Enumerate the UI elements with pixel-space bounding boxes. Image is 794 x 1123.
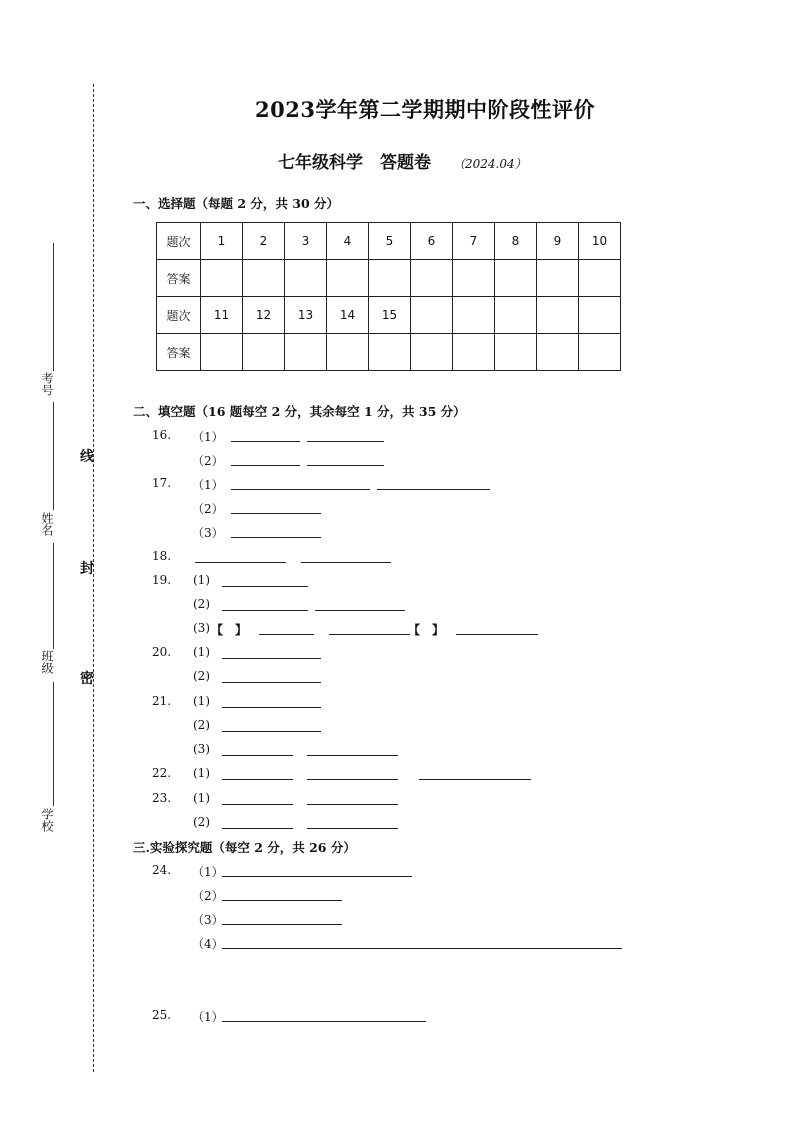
answer-cell[interactable] <box>579 260 621 297</box>
table-header-cell: 题次 <box>157 297 201 334</box>
table-cell <box>495 297 537 334</box>
answer-blank[interactable] <box>307 804 398 805</box>
answer-cell[interactable] <box>369 334 411 371</box>
question-number-16: 16. <box>152 428 172 442</box>
question-number-22: 22. <box>152 766 172 780</box>
answer-cell[interactable] <box>495 334 537 371</box>
name-line <box>53 402 54 510</box>
part-label: （4） <box>192 937 224 951</box>
table-header-cell: 题次 <box>157 223 201 260</box>
part-label: （2） <box>192 454 224 468</box>
answer-blank[interactable] <box>231 537 321 538</box>
answer-blank[interactable] <box>222 779 293 780</box>
answer-blank[interactable] <box>301 562 391 563</box>
table-cell: 15 <box>369 297 411 334</box>
question-number-24: 24. <box>152 863 172 877</box>
answer-cell[interactable] <box>327 260 369 297</box>
answer-cell[interactable] <box>411 334 453 371</box>
seal-char-seal: 封 <box>80 561 94 577</box>
question-number-18: 18. <box>152 549 172 563</box>
answer-cell[interactable] <box>537 334 579 371</box>
table-cell <box>579 297 621 334</box>
table-cell <box>411 297 453 334</box>
answer-blank[interactable] <box>307 441 384 442</box>
table-cell: 12 <box>243 297 285 334</box>
part-label: （1） <box>192 865 224 879</box>
seal-char-dense: 密 <box>80 671 94 687</box>
table-cell: 2 <box>243 223 285 260</box>
answer-blank[interactable] <box>222 658 321 659</box>
subtitle-text: 七年级科学 答题卷 <box>278 153 431 173</box>
answer-blank[interactable] <box>456 634 538 635</box>
answer-blank[interactable] <box>222 876 412 877</box>
table-cell: 14 <box>327 297 369 334</box>
answer-blank[interactable] <box>307 828 398 829</box>
school-line <box>53 682 54 806</box>
answer-blank[interactable] <box>222 682 321 683</box>
answer-cell[interactable] <box>243 260 285 297</box>
part-label: (1) <box>193 645 210 659</box>
answer-blank[interactable] <box>222 610 308 611</box>
answer-blank[interactable] <box>307 755 398 756</box>
exam-date: （2024.04） <box>453 157 527 171</box>
exam-no-line <box>53 243 54 371</box>
table-row <box>157 334 621 371</box>
answer-cell[interactable] <box>201 260 243 297</box>
name-label: 姓名 <box>40 512 54 536</box>
answer-blank[interactable] <box>231 441 300 442</box>
question-number-19: 19. <box>152 573 172 587</box>
part-label: (2) <box>193 815 210 829</box>
choice-bracket[interactable]: 【 】 <box>408 623 445 637</box>
answer-cell[interactable] <box>285 260 327 297</box>
table-cell: 6 <box>411 223 453 260</box>
table-cell: 5 <box>369 223 411 260</box>
table-cell: 9 <box>537 223 579 260</box>
part-label: （1） <box>192 478 224 492</box>
answer-cell[interactable] <box>495 260 537 297</box>
question-number-25: 25. <box>152 1008 172 1022</box>
binding-dashed-line <box>93 84 94 1072</box>
table-cell: 10 <box>579 223 621 260</box>
table-cell: 11 <box>201 297 243 334</box>
answer-blank[interactable] <box>231 489 370 490</box>
part-label: (3) <box>193 621 210 635</box>
page-title: 2023学年第二学期期中阶段性评价 <box>255 97 595 122</box>
answer-cell[interactable] <box>537 260 579 297</box>
section-3-heading: 三.实验探究题（每空 2 分，共 26 分） <box>133 840 356 855</box>
table-cell <box>537 297 579 334</box>
answer-cell[interactable] <box>453 260 495 297</box>
table-cell: 4 <box>327 223 369 260</box>
answer-blank[interactable] <box>419 779 531 780</box>
exam-no-label: 考号 <box>40 372 54 396</box>
answer-blank[interactable] <box>231 513 321 514</box>
table-header-cell: 答案 <box>157 334 201 371</box>
part-label: （3） <box>192 526 224 540</box>
answer-blank[interactable] <box>307 465 384 466</box>
class-line <box>53 543 54 649</box>
part-label: （3） <box>192 913 224 927</box>
answer-blank[interactable] <box>222 1021 426 1022</box>
table-row <box>157 260 621 297</box>
choice-bracket[interactable]: 【 】 <box>211 623 248 637</box>
answer-blank[interactable] <box>259 634 314 635</box>
part-label: （1） <box>192 1010 224 1024</box>
answer-cell[interactable] <box>453 334 495 371</box>
answer-blank[interactable] <box>222 804 293 805</box>
seal-char-line: 线 <box>80 449 94 465</box>
answer-blank[interactable] <box>329 634 410 635</box>
part-label: (1) <box>193 694 210 708</box>
part-label: （2） <box>192 889 224 903</box>
page-subtitle <box>278 148 527 173</box>
answer-blank[interactable] <box>222 755 293 756</box>
table-row <box>157 297 621 334</box>
part-label: (3) <box>193 742 210 756</box>
answer-blank[interactable] <box>377 489 490 490</box>
table-row <box>157 223 621 260</box>
answer-blank[interactable] <box>222 828 293 829</box>
section-1-heading: 一、选择题（每题 2 分，共 30 分） <box>133 196 340 211</box>
answer-cell[interactable] <box>579 334 621 371</box>
part-label: (1) <box>193 573 210 587</box>
question-number-21: 21. <box>152 694 172 708</box>
table-header-cell: 答案 <box>157 260 201 297</box>
answer-blank[interactable] <box>222 948 622 949</box>
answer-blank[interactable] <box>222 586 308 587</box>
answer-table <box>156 222 621 371</box>
part-label: (1) <box>193 791 210 805</box>
answer-blank[interactable] <box>222 731 321 732</box>
part-label: (2) <box>193 718 210 732</box>
answer-blank[interactable] <box>222 900 342 901</box>
table-cell: 8 <box>495 223 537 260</box>
question-number-23: 23. <box>152 791 172 805</box>
answer-cell[interactable] <box>327 334 369 371</box>
answer-blank[interactable] <box>222 924 342 925</box>
table-cell: 13 <box>285 297 327 334</box>
answer-blank[interactable] <box>222 707 321 708</box>
question-number-17: 17. <box>152 476 172 490</box>
table-cell: 1 <box>201 223 243 260</box>
table-cell: 7 <box>453 223 495 260</box>
answer-cell[interactable] <box>411 260 453 297</box>
answer-blank[interactable] <box>315 610 405 611</box>
part-label: （2） <box>192 502 224 516</box>
part-label: （1） <box>192 430 224 444</box>
class-label: 班级 <box>40 650 54 674</box>
answer-blank[interactable] <box>231 465 300 466</box>
question-number-20: 20. <box>152 645 172 659</box>
part-label: (2) <box>193 597 210 611</box>
answer-blank[interactable] <box>307 779 398 780</box>
table-cell: 3 <box>285 223 327 260</box>
answer-cell[interactable] <box>201 334 243 371</box>
part-label: (2) <box>193 669 210 683</box>
part-label: (1) <box>193 766 210 780</box>
answer-cell[interactable] <box>369 260 411 297</box>
school-label: 学校 <box>40 808 54 832</box>
answer-blank[interactable] <box>195 562 286 563</box>
answer-cell[interactable] <box>243 334 285 371</box>
section-2-heading: 二、填空题（16 题每空 2 分，其余每空 1 分，共 35 分） <box>133 404 466 419</box>
table-cell <box>453 297 495 334</box>
answer-cell[interactable] <box>285 334 327 371</box>
